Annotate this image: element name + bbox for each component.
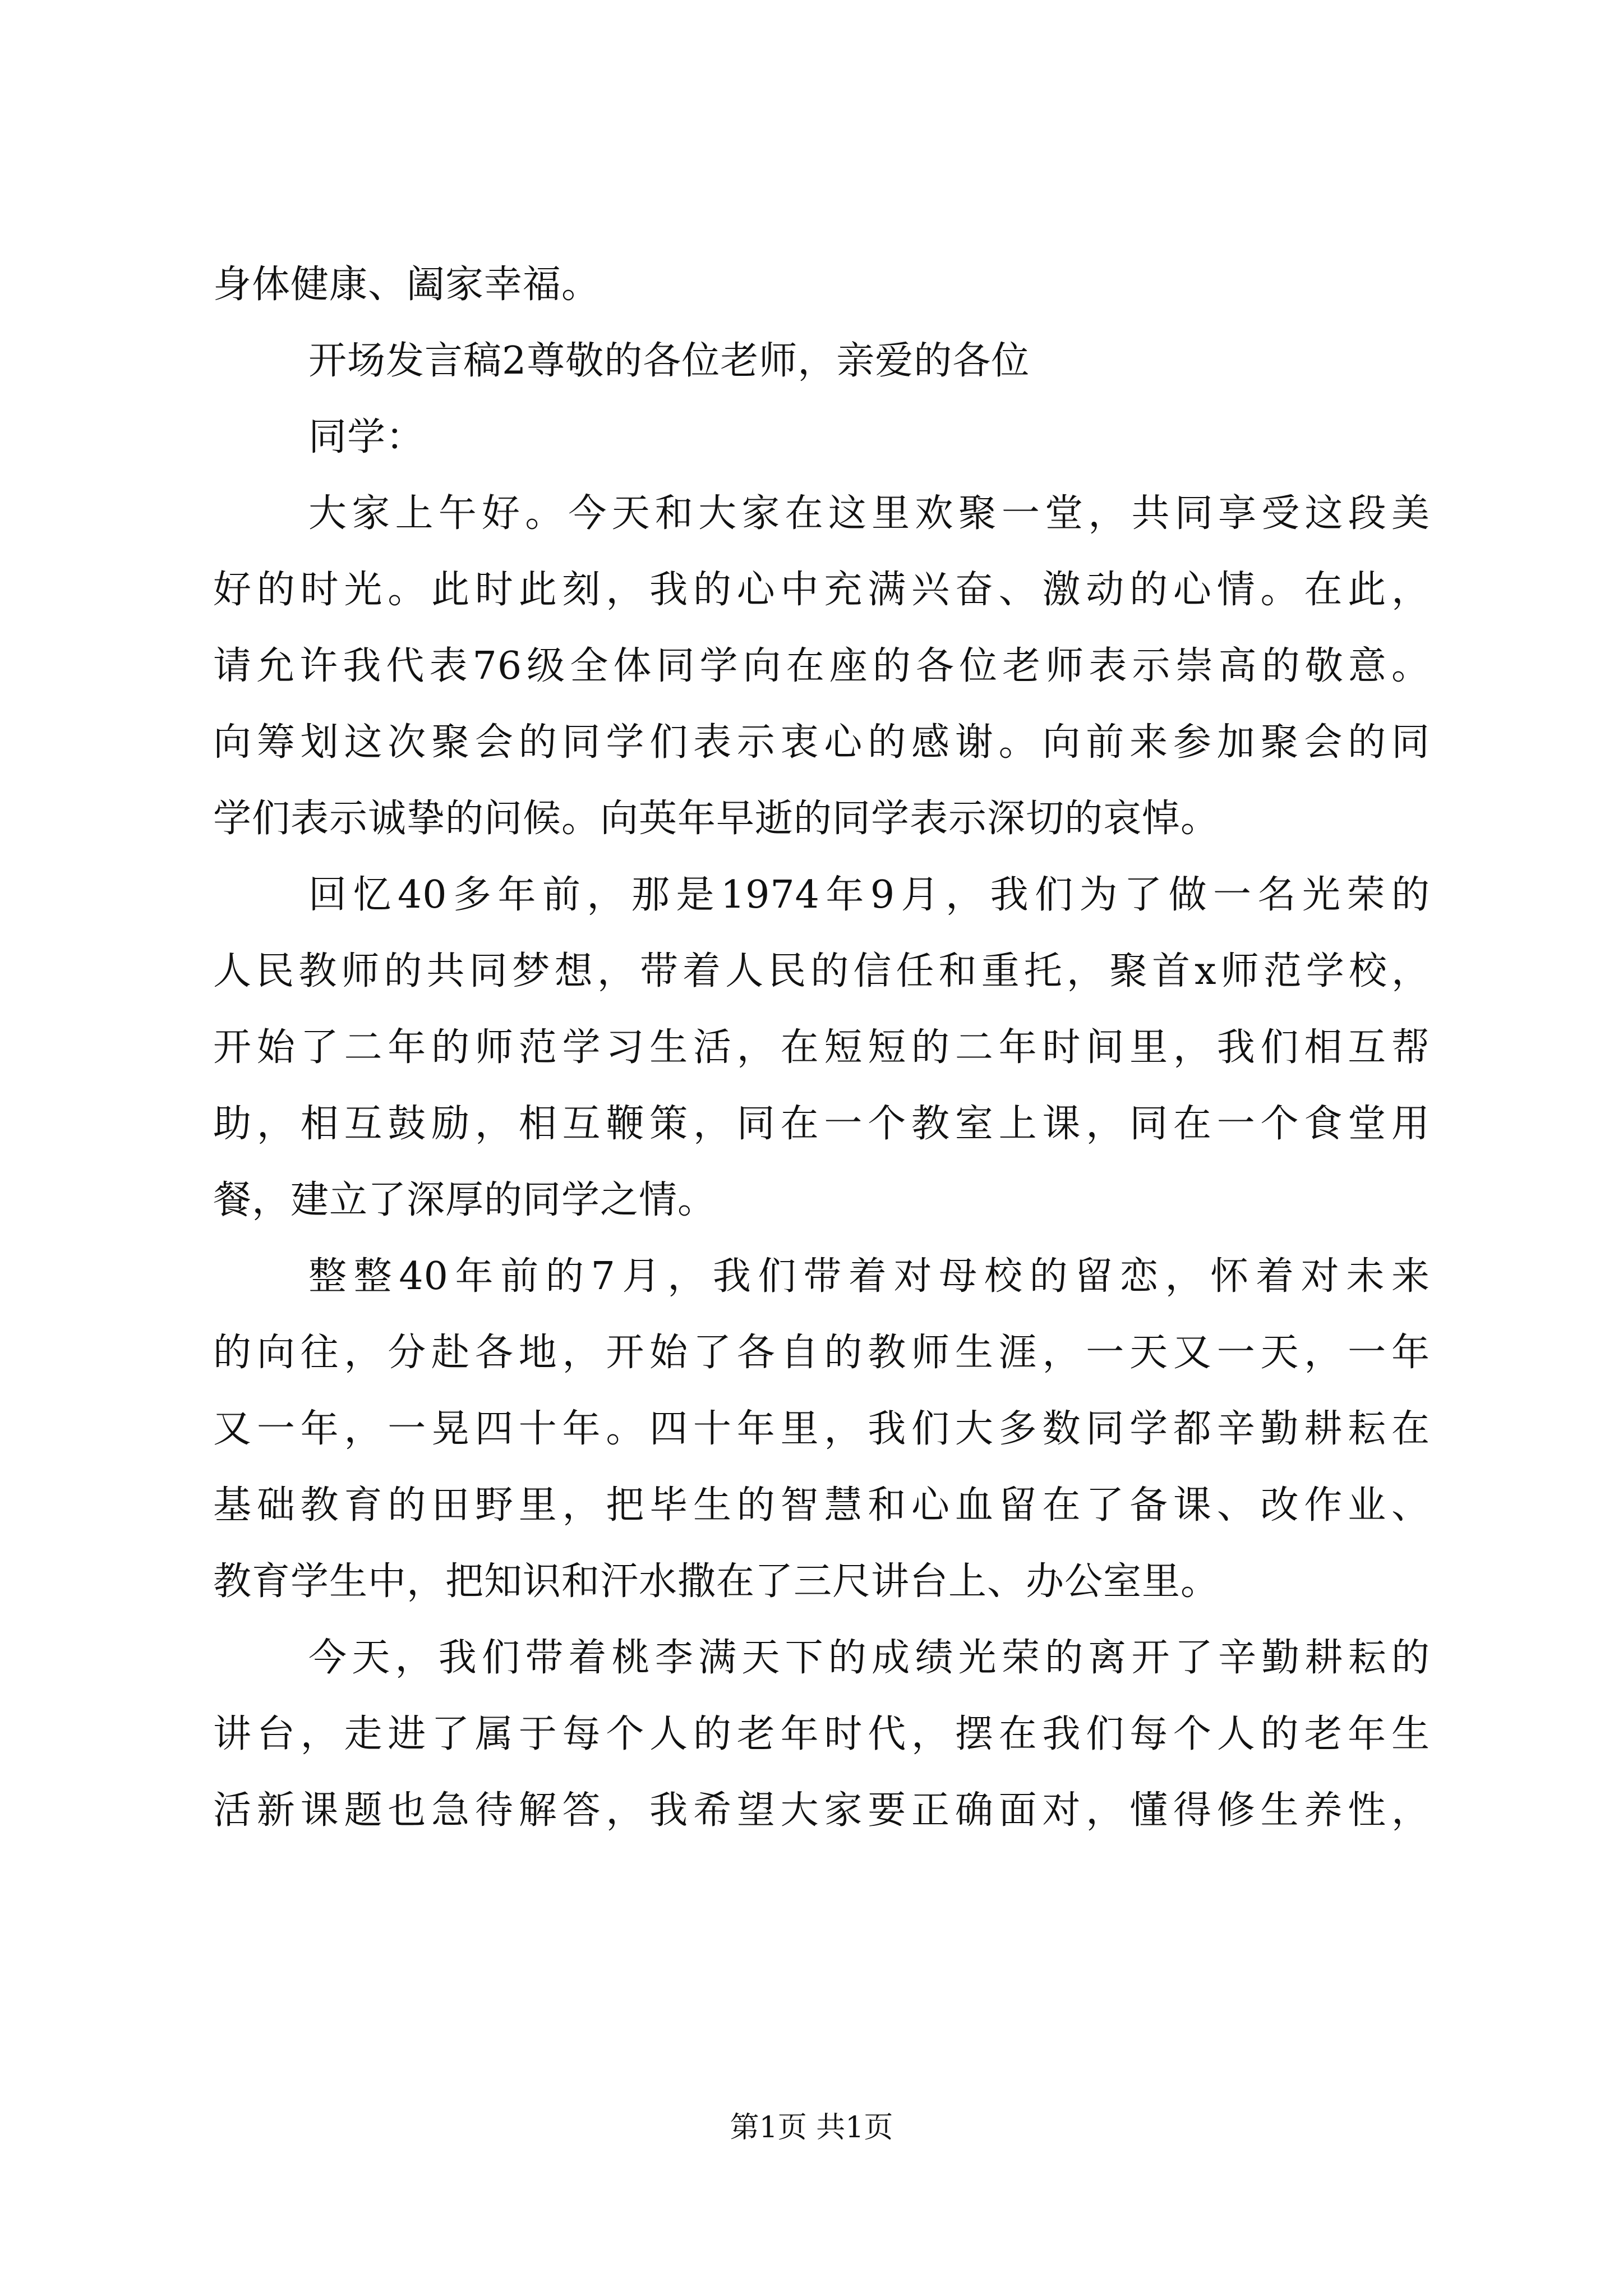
text-line: 开场发言稿2尊敬的各位老师，亲爱的各位 — [308, 339, 1030, 383]
page-number: 第1页 共1页 — [730, 2111, 893, 2145]
text-line: 今天，我们带着桃李满天下的成绩光荣的离开了辛勤耕耘的 — [308, 1636, 1430, 1680]
text-line: 请允许我代表76级全体同学向在座的各位老师表示崇高的敬意。 — [213, 644, 1430, 688]
text-line: 学们表示诚挚的问候。向英年早逝的同学表示深切的哀悼。 — [213, 797, 1220, 841]
document-body — [213, 247, 1430, 1849]
page-footer — [0, 2108, 1623, 2147]
text-line: 人民教师的共同梦想，带着人民的信任和重托，聚首x师范学校， — [213, 949, 1430, 993]
text-line: 同学： — [308, 415, 425, 459]
text-line: 大家上午好。今天和大家在这里欢聚一堂，共同享受这段美 — [308, 491, 1430, 536]
text-line: 回忆40多年前，那是1974年9月，我们为了做一名光荣的 — [308, 873, 1430, 917]
text-line: 助，相互鼓励，相互鞭策，同在一个教室上课，同在一个食堂用 — [213, 1102, 1430, 1146]
text-line: 好的时光。此时此刻，我的心中充满兴奋、激动的心情。在此， — [213, 568, 1430, 612]
text-line: 活新课题也急待解答，我希望大家要正确面对，懂得修生养性， — [213, 1788, 1430, 1833]
text-line: 整整40年前的7月，我们带着对母校的留恋，怀着对未来 — [308, 1254, 1430, 1299]
text-line: 基础教育的田野里，把毕生的智慧和心血留在了备课、改作业、 — [213, 1483, 1430, 1527]
text-line: 又一年，一晃四十年。四十年里，我们大多数同学都辛勤耕耘在 — [213, 1407, 1430, 1451]
text-line: 教育学生中，把知识和汗水撒在了三尺讲台上、办公室里。 — [213, 1559, 1220, 1604]
text-line: 身体健康、阖家幸福。 — [213, 263, 601, 307]
text-line: 讲台，走进了属于每个人的老年时代，摆在我们每个人的老年生 — [213, 1712, 1430, 1756]
text-line: 开始了二年的师范学习生活，在短短的二年时间里，我们相互帮 — [213, 1025, 1430, 1070]
text-line: 向筹划这次聚会的同学们表示衷心的感谢。向前来参加聚会的同 — [213, 720, 1430, 765]
text-line: 餐，建立了深厚的同学之情。 — [213, 1178, 717, 1222]
text-line: 的向往，分赴各地，开始了各自的教师生涯，一天又一天，一年 — [213, 1331, 1430, 1375]
